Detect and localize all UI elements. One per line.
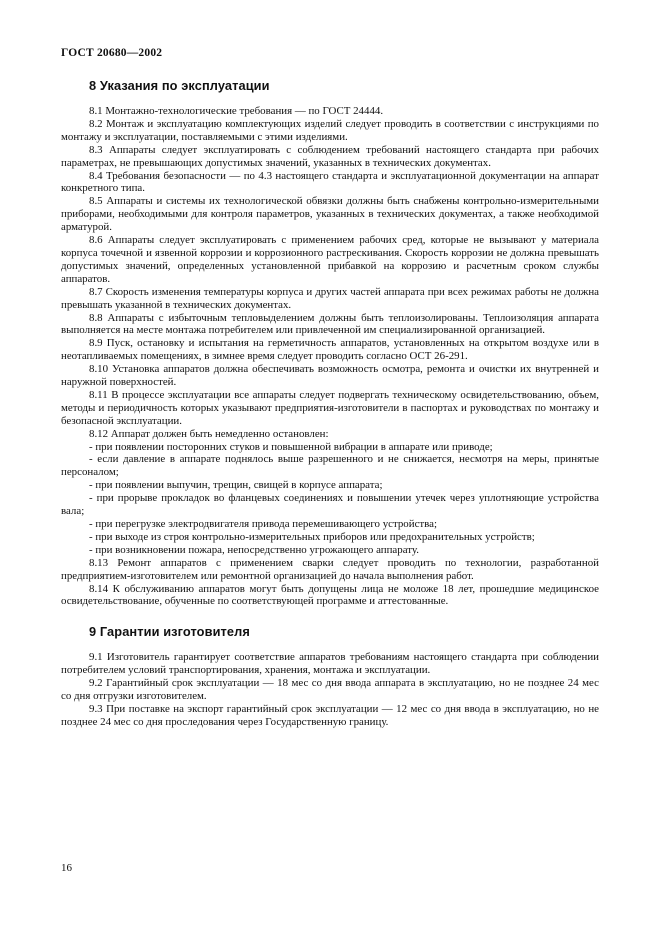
- section-9-body: [61, 651, 599, 728]
- list-item: - при появлении посторонних стуков и повышенной вибрации в аппарате или приводе;: [89, 440, 493, 453]
- paragraph-8-6: 8.6 Аппараты следует эксплуатировать с применением рабочих сред, которые не вызывают у материала корпуса точечной и язвенной коррозии и коррозионного растрескивания. Скорость коррозии не должна превышать допустимых значений, определенных установленной прибавкой на коррозию и расчетным сроком службы аппаратов.: [61, 234, 599, 285]
- section-8-title: 8 Указания по эксплуатации: [89, 78, 270, 93]
- paragraph-9-2: 9.2 Гарантийный срок эксплуатации — 18 мес со дня ввода аппарата в эксплуатацию, но не позднее 24 мес со дня отгрузки изготовителем.: [61, 677, 599, 703]
- paragraph-8-2: 8.2 Монтаж и эксплуатацию комплектующих изделий следует проводить в соответствии с инструкциями по монтажу и эксплуатации, поставляемыми с этими изделиями.: [61, 117, 599, 143]
- section-8-body: [61, 105, 599, 608]
- paragraph-8-9: 8.9 Пуск, остановку и испытания на герметичность аппаратов, установленных на открытом воздухе или в неотапливаемых помещениях, в зимнее время следует проводить согласно ОСТ 26-291.: [61, 337, 599, 363]
- list-item: - при возникновении пожара, непосредственно угрожающего аппарату.: [89, 543, 419, 556]
- paragraph-9-1: 9.1 Изготовитель гарантирует соответствие аппаратов требованиям настоящего стандарта при соблюдении потребителем условий транспортирования, хранения, монтажа и эксплуатации.: [61, 651, 599, 677]
- paragraph-8-11: 8.11 В процессе эксплуатации все аппараты следует подвергать техническому освидетельствованию, объем, методы и периодичность которых указывают предприятия-изготовители в паспортах и руководствах по монтажу и безопасной эксплуатации.: [61, 388, 599, 427]
- list-item: - если давление в аппарате поднялось выше разрешенного и не снижается, несмотря на меры, принятые персоналом;: [61, 453, 599, 479]
- paragraph-8-12: 8.12 Аппарат должен быть немедленно остановлен:: [89, 427, 329, 440]
- document-id-header: ГОСТ 20680—2002: [61, 47, 163, 59]
- list-item: - при прорыве прокладок во фланцевых соединениях и повышении утечек через уплотняющие устройства вала;: [61, 492, 599, 518]
- list-item: - при выходе из строя контрольно-измерительных приборов или предохранительных устройств;: [89, 530, 535, 543]
- list-item: - при перегрузке электродвигателя привода перемешивающего устройства;: [89, 518, 438, 530]
- paragraph-8-1: 8.1 Монтажно-технологические требования — по ГОСТ 24444.: [89, 105, 384, 117]
- list-item: - при появлении выпучин, трещин, свищей в корпусе аппарата;: [89, 479, 383, 492]
- paragraph-8-3: 8.3 Аппараты следует эксплуатировать с соблюдением требований настоящего стандарта при рабочих параметрах, не превышающих допустимых значений, указанных в технических документах.: [61, 143, 599, 169]
- page-number: 16: [61, 862, 72, 874]
- paragraph-8-5: 8.5 Аппараты и системы их технологической обвязки должны быть снабжены контрольно-измерительными приборами, необходимыми для контроля параметров, указанных в технических документах, а также необходимой арматурой.: [61, 195, 599, 234]
- section-9-title: 9 Гарантии изготовителя: [89, 624, 250, 640]
- paragraph-8-7: 8.7 Скорость изменения температуры корпуса и других частей аппарата при всех режимах работы не должна превышать указанной в технических документах.: [61, 285, 599, 311]
- paragraph-9-3: 9.3 При поставке на экспорт гарантийный срок эксплуатации — 12 мес со дня ввода в эксплуатацию, но не позднее 24 мес со дня проследования через Государственную границу.: [61, 702, 599, 728]
- paragraph-8-10: 8.10 Установка аппаратов должна обеспечивать возможность осмотра, ремонта и очистки их внутренней и наружной поверхностей.: [61, 363, 599, 389]
- paragraph-8-4: 8.4 Требования безопасности — по 4.3 настоящего стандарта и эксплуатационной документации на аппарат конкретного типа.: [61, 169, 599, 195]
- paragraph-8-13: 8.13 Ремонт аппаратов с применением сварки следует проводить по технологии, разработанной предприятием-изготовителем или ремонтной организацией до начала выполнения работ.: [61, 556, 599, 582]
- paragraph-8-8: 8.8 Аппараты с избыточным тепловыделением должны быть теплоизолированы. Теплоизоляция аппарата выполняется на месте монтажа потребителем или привлеченной им специализированной организацией.: [61, 311, 599, 337]
- page-content: [61, 78, 599, 729]
- paragraph-8-14: 8.14 К обслуживанию аппаратов могут быть допущены лица не моложе 18 лет, прошедшие медицинское освидетельствование, обученные по соответствующей программе и аттестованные.: [61, 582, 599, 608]
